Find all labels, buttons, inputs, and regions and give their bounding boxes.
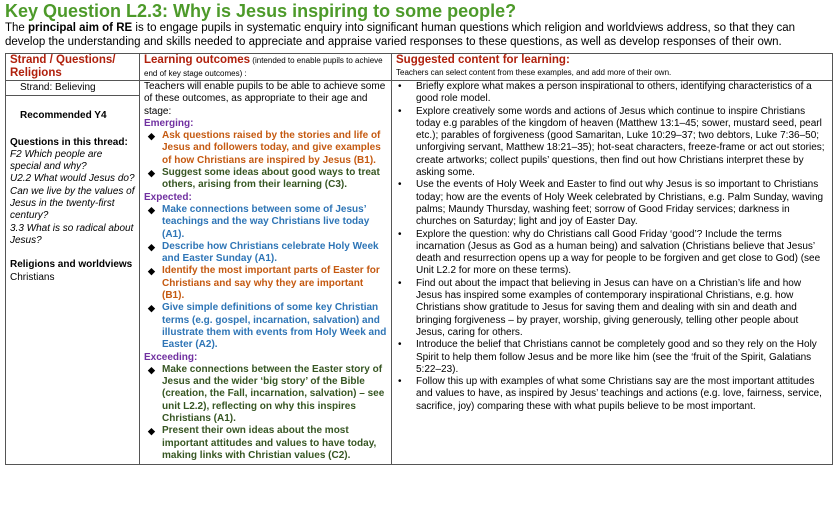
header-cell-content (392, 54, 833, 81)
exceeding-label: Exceeding: (144, 351, 198, 363)
intro-post: is to engage pupils in systematic enquiry into significant human questions which religion and worldviews address, so that they can develop the understanding and skills needed to appreciate and appraise varied responses to these questions, as well as develop responses of their own. (5, 22, 796, 48)
emerging-list (144, 130, 387, 191)
expected-item: ◆ Give simple definitions of some key Christian terms (e.g. gospel, incarnation, salvation) and illustrate them with events from Holy Week and Easter (A2). (144, 302, 387, 351)
intro-pre: The (5, 22, 29, 34)
questions-label: Questions in this thread: (10, 136, 128, 148)
exceeding-item: ◆ Present their own ideas about the most important attitudes and values to have today, making links with Christian values (C2). (144, 425, 387, 462)
outcomes-cell (140, 81, 392, 465)
header-outcomes-title: Learning outcomes (144, 54, 251, 66)
header-cell-outcomes (140, 54, 392, 81)
emerging-item: ◆ Ask questions raised by the stories and life of Jesus and followers today, and give examples of how Christians are inspired by Jesus (B1). (144, 130, 387, 167)
expected-list (144, 204, 387, 352)
header-cell-strand (6, 54, 140, 81)
intro-bold: principal aim of RE (28, 22, 133, 34)
expected-label: Expected: (144, 191, 192, 203)
header-content-note: Teachers can select content from these examples, and add more of their own. (396, 68, 672, 77)
emerging-label: Emerging: (144, 117, 194, 129)
header-strand: Strand / Questions/ Religions (10, 54, 116, 79)
content-list (396, 81, 828, 413)
intro-paragraph (5, 22, 833, 49)
outcomes-lead: Teachers will enable pupils to be able to achieve some of these outcomes, as appropriate to their age and stage: (144, 81, 386, 117)
expected-item: ◆ Identify the most important parts of Easter for Christians and say why they are important (B1). (144, 265, 387, 302)
body-row (6, 81, 833, 465)
header-outcomes (144, 54, 387, 80)
questions-list: F2 Which people are special and why? U2.2 What would Jesus do? Can we live by the values of Jesus in the twenty-first century? 3.3 What is so radical about Jesus? (10, 148, 135, 246)
content-item: • Follow this up with examples of what some Christians say are the most important attitudes and values to have, as inspired by Jesus’ teachings and actions (e.g. love, fairness, service, sacrifice, joy) comparing these with what pupils believe to be most important. (396, 376, 828, 413)
strand-cell (6, 81, 140, 465)
content-cell (392, 81, 833, 465)
content-item: • Briefly explore what makes a person inspirational to others, identifying characteristics of a good role model. (396, 81, 828, 106)
expected-item: ◆ Make connections between some of Jesus’ teachings and the way Christians live today (A1). (144, 204, 387, 241)
content-item: • Explore the question: why do Christians call Good Friday ‘good’? Include the terms incarnation (Jesus as God as a human being) and salvation (Christians believe that Jesus’ death and resurrection opens up a way for people to be forgiven and get close to God) (see Unit L2.2 for more on these terms). (396, 229, 828, 278)
header-content-title: Suggested content for learning: (396, 54, 570, 66)
exceeding-list (144, 364, 387, 464)
header-row (6, 54, 833, 81)
strand-label: Strand: Believing (6, 81, 139, 96)
emerging-item: ◆ Suggest some ideas about good ways to treat others, arising from their learning (C3). (144, 167, 387, 192)
content-item: • Find out about the impact that believing in Jesus can have on a Christian’s life and how Jesus has inspired some examples of contemporary inspirational Christians, e.g. how Christians show gratitude to Jesus for saving them and dealing with sin and death and bringing forgiveness – by prayer, worship, giving generously, telling other people about Jesus, caring for others. (396, 278, 828, 339)
religions-label: Religions and worldviews (10, 259, 133, 271)
content-item: • Introduce the belief that Christians cannot be completely good and so they rely on the Holy Spirit to help them follow Jesus and be more like him (see the ‘fruit of the Spirit, Galatians 5:22–23). (396, 339, 828, 376)
header-outcomes-note: (intended to enable pupils to achieve end of key stage outcomes) : (144, 56, 383, 78)
expected-item: ◆ Describe how Christians celebrate Holy Week and Easter Sunday (A1). (144, 241, 387, 266)
recommended-year: Recommended Y4 (20, 110, 107, 122)
religions-value: Christians (10, 271, 55, 283)
content-item: • Use the events of Holy Week and Easter to find out why Jesus is so important to Christians today; how are the events of Holy Week celebrated by Christians, e.g. Palm Sunday, waving palms; Maundy Thursday, washing feet; sorrow of Good Friday services; darkness in churches on Saturday; light and joy of Easter Day. (396, 179, 828, 228)
page-title: Key Question L2.3: Why is Jesus inspiring to some people? (5, 1, 517, 21)
exceeding-item: ◆ Make connections between the Easter story of Jesus and the wider ‘big story’ of the Bible (creation, the Fall, incarnation, salvation) – see unit L2.2), reflecting on why this inspires Christians (A1). (144, 364, 387, 425)
content-table (5, 53, 833, 465)
content-item: • Explore creatively some words and actions of Jesus which continue to inspire Christians today e.g parables of the kingdom of heaven (Matthew 13:1–45; sower, mustard seed, pearl etc.); parables of forgiveness (good Samaritan, Luke 10:29–37; two debtors, Luke 7:36–50; unforgiving servant, Matthew 18:21–35); hot-seat characters, freeze-frame or act out stories; create artworks; collect pupils’ questions, then find out how Christians interpret these by asking some. (396, 106, 828, 180)
